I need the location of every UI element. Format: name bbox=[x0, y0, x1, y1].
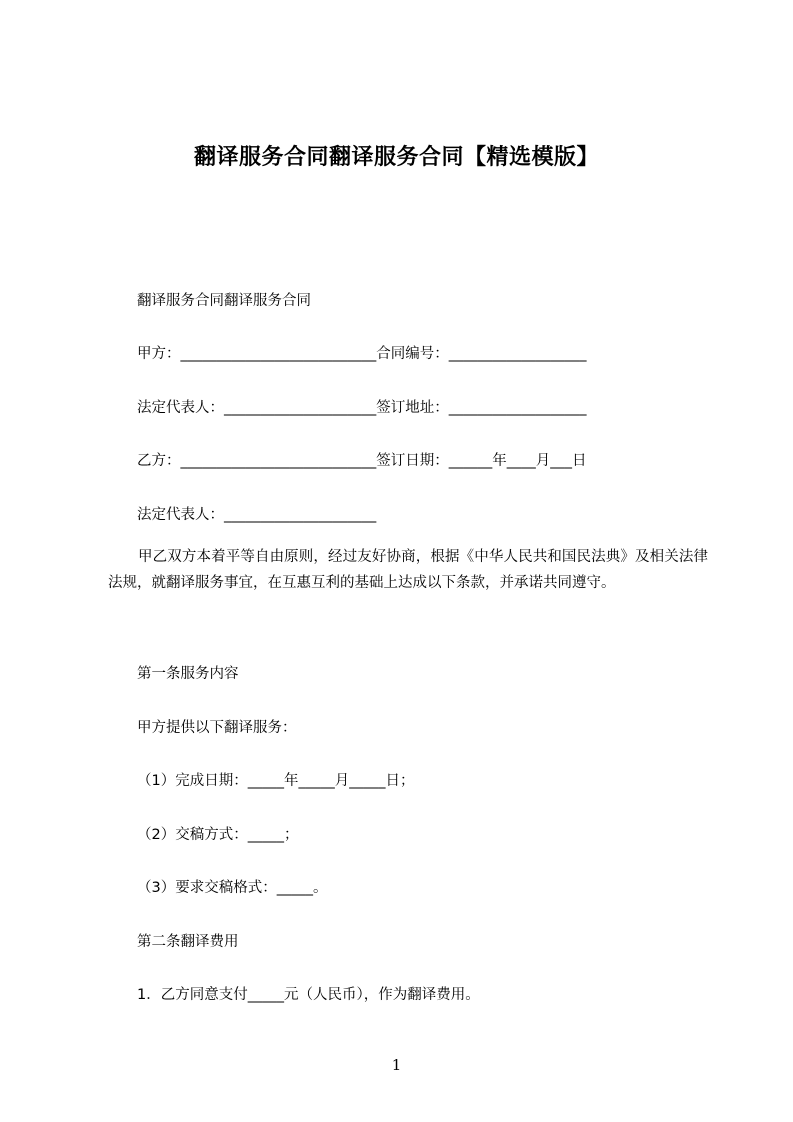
article-1-intro: 甲方提供以下翻译服务： bbox=[137, 720, 297, 736]
article-1-item-3: （3）要求交稿格式：_____。 bbox=[137, 880, 328, 896]
article-1-item-2: （2）交稿方式：_____； bbox=[137, 827, 299, 843]
legal-rep-b-line: 法定代表人：_____________________ bbox=[137, 507, 377, 523]
party-b-line: 乙方：___________________________签订日期：______年____月___日 bbox=[137, 453, 587, 469]
contract-subtitle: 翻译服务合同翻译服务合同 bbox=[137, 293, 311, 309]
page-number: 1 bbox=[391, 1056, 402, 1074]
article-1-item-1: （1）完成日期：_____年_____月_____日； bbox=[137, 773, 415, 789]
article-2-heading: 第二条翻译费用 bbox=[137, 934, 239, 950]
party-a-line: 甲方：___________________________合同编号：___________________ bbox=[137, 346, 587, 362]
legal-rep-a-line: 法定代表人：_____________________签订地址：___________________ bbox=[137, 400, 587, 416]
article-1-heading: 第一条服务内容 bbox=[137, 666, 239, 682]
document-title: 翻译服务合同翻译服务合同【精选模版】 bbox=[193, 145, 599, 170]
article-2-item-1: 1．乙方同意支付_____元（人民币），作为翻译费用。 bbox=[137, 987, 480, 1003]
preamble-paragraph: 甲乙双方本着平等自由原则，经过友好协商，根据《中华人民共和国民法典》及相关法律法规，就翻译服务事宜，在互惠互利的基础上达成以下条款，并承诺共同遵守。 bbox=[108, 549, 708, 591]
